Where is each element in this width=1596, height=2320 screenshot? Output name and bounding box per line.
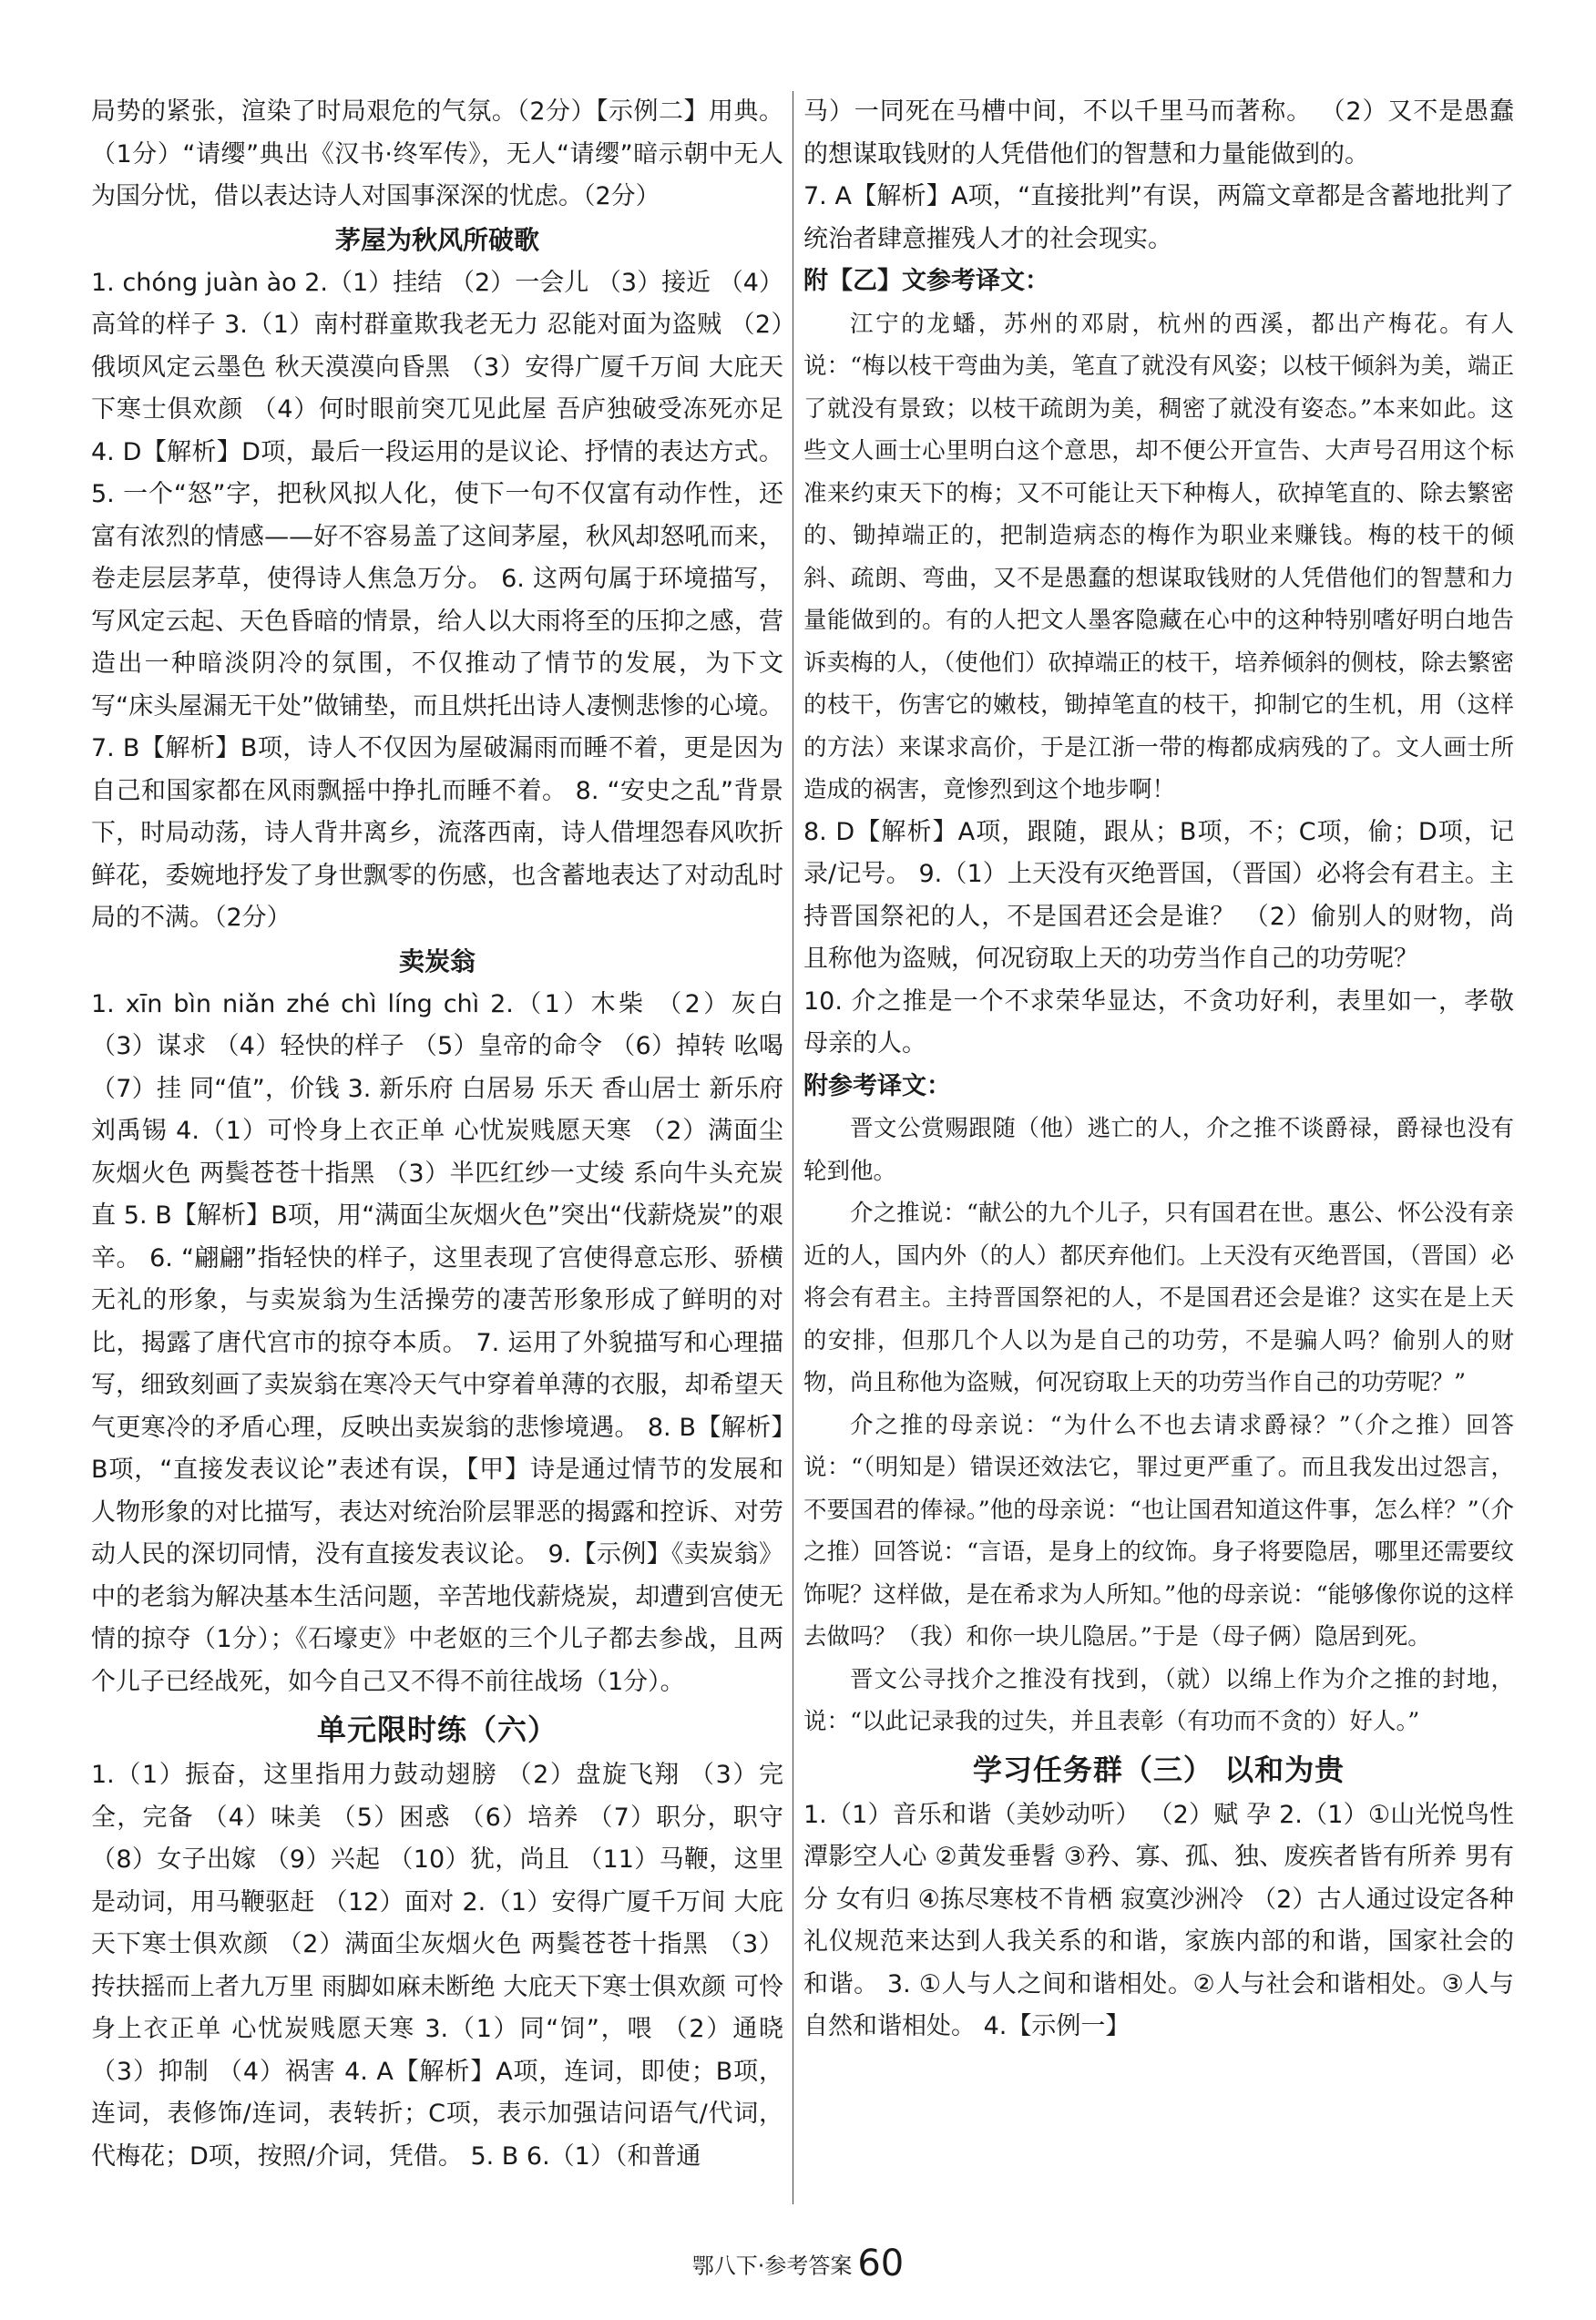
paragraph: 8. D【解析】A项，跟随，跟从；B项，不；C项，偷；D项，记录/记号。 9.（1）上天没有灭绝晋国，（晋国）必将会有君主。主持晋国祭祀的人，不是国君还会是谁？ （2）偷别人的财物，尚且称他为盗贼，何况窃取上天的功劳当作自己的功劳呢？ (803, 817, 1514, 973)
translation-paragraph: 江宁的龙蟠，苏州的邓尉，杭州的西溪，都出产梅花。有人说：“梅以枝干弯曲为美，笔直了就没有风姿；以枝干倾斜为美，端正了就没有景致；以枝干疏朗为美，稠密了就没有姿态。”本来如此。这些文人画士心里明白这个意思，却不便公开宣告、大声号召用这个标准来约束天下的梅；又不可能让天下种梅人，砍掉笔直的、除去繁密的、锄掉端正的，把制造病态的梅作为职业来赚钱。梅的枝干的倾斜、疏朗、弯曲，又不是愚蠢的想谋取钱财的人凭借他们的智慧和力量能做到的。有的人把文人墨客隐藏在心中的这种特别嗜好明白地告诉卖梅的人，（使他们）砍掉端正的枝干，培养倾斜的侧枝，除去繁密的枝干，伤害它的嫩枝，锄掉笔直的枝干，抑制它的生机，用（这样的方法）来谋求高价，于是江浙一带的梅都成病残的了。文人画士所造成的祸害，竟惨烈到这个地步啊！ (803, 310, 1514, 803)
unit-heading: 单元限时练（六） (316, 1712, 558, 1747)
section-heading: 卖炭翁 (398, 945, 476, 976)
left-column (91, 91, 783, 2178)
paragraph: 1. xīn bìn niǎn zhé chì líng chì 2.（1）木柴 （2）灰白 （3）谋求 （4）轻快的样子 （5）皇帝的命令 （6）掉转 吆喝 （7）挂 同“值”，价钱 3. 新乐府 白居易 乐天 香山居士 新乐府 刘禹锡 4.（1）可怜身上衣正单 心忧炭贱愿天寒 （2）满面尘灰烟火色 两鬓苍苍十指黑 （3）半匹红纱一丈绫 系向牛头充炭直 5. B【解析】B项，用“满面尘灰烟火色”突出“伐薪烧炭”的艰辛。 6. “翩翩”指轻快的样子，这里表现了宫使得意忘形、骄横无礼的形象，与卖炭翁为生活操劳的凄苦形象形成了鲜明的对比，揭露了唐代宫市的掠夺本质。 7. 运用了外貌描写和心理描写，细致刻画了卖炭翁在寒冷天气中穿着单薄的衣服，却希望天气更寒冷的矛盾心理，反映出卖炭翁的悲惨境遇。 8. B【解析】B项，“直接发表议论”表述有误，【甲】诗是通过情节的发展和人物形象的对比描写，表达对统治阶层罪恶的揭露和控诉、对劳动人民的深切同情，没有直接发表议论。 9.【示例】《卖炭翁》中的老翁为解决基本生活问题，辛苦地伐薪烧炭，却遭到宫使无情的掠夺（1分）；《石壕吏》中老妪的三个儿子都去参战，且两个儿子已经战死，如今自己又不得不前往战场（1分）。 (91, 989, 783, 1696)
translation-paragraph: 晋文公赏赐跟随（他）逃亡的人，介之推不谈爵禄，爵禄也没有轮到他。 (803, 1115, 1514, 1185)
translation-paragraph: 介之推说：“献公的九个儿子，只有国君在世。惠公、怀公没有亲近的人，国内外（的人）都厌弃他们。上天没有灭绝晋国，（晋国）必将会有君主。主持晋国祭祀的人，不是国君还会是谁？这实在是上天的安排，但那几个人以为是自己的功劳，不是骗人吗？偷别人的财物，尚且称他为盗贼，何况窃取上天的功劳当作自己的功劳呢？” (803, 1200, 1514, 1396)
page-number: 60 (857, 2243, 905, 2284)
section-heading: 茅屋为秋风所破歌 (334, 224, 539, 255)
translation-label: 附【乙】文参考译文： (803, 267, 1049, 295)
right-column (803, 91, 1514, 2049)
paragraph: 马）一同死在马槽中间，不以千里马而著称。 （2）又不是愚蠢的想谋取钱财的人凭借他们的智慧和力量能做到的。 (803, 97, 1514, 169)
translation-paragraph: 晋文公寻找介之推没有找到，（就）以绵上作为介之推的封地，说：“以此记录我的过失，并且表彰（有功而不贪的）好人。” (803, 1665, 1514, 1735)
task-group-heading: 学习任务群（三） 以和为贵 (972, 1752, 1345, 1787)
page-footer (0, 2243, 1596, 2284)
translation-label: 附参考译文： (803, 1071, 951, 1100)
footer-label: 鄂八下·参考答案 (691, 2253, 853, 2279)
paragraph: 1.（1）音乐和谐（美妙动听） （2）赋 孕 2.（1）①山光悦鸟性 潭影空人心 ②黄发垂髫 ③矜、寡、孤、独、废疾者皆有所养 男有分 女有归 ④拣尽寒枝不肯栖 寂寞沙洲冷 （2）古人通过设定各种礼仪规范来达到人我关系的和谐，家族内部的和谐，国家社会的和谐。 3. ①人与人之间和谐相处。②人与社会和谐相处。③人与自然和谐相处。 4.【示例一】 (803, 1800, 1514, 2040)
paragraph: 7. A【解析】A项，“直接批判”有误，两篇文章都是含蓄地批判了统治者肆意摧残人才的社会现实。 (803, 182, 1514, 253)
paragraph: 1. chóng juàn ào 2.（1）挂结 （2）一会儿 （3）接近 （4）高耸的样子 3.（1）南村群童欺我老无力 忍能对面为盗贼 （2）俄顷风定云墨色 秋天漠漠向昏黑 （3）安得广厦千万间 大庇天下寒士俱欢颜 （4）何时眼前突兀见此屋 吾庐独破受冻死亦足 4. D【解析】D项，最后一段运用的是议论、抒情的表达方式。 5. 一个“怒”字，把秋风拟人化，使下一句不仅富有动作性，还富有浓烈的情感——好不容易盖了这间茅屋，秋风却怒吼而来，卷走层层茅草，使得诗人焦急万分。 6. 这两句属于环境描写，写风定云起、天色昏暗的情景，给人以大雨将至的压抑之感，营造出一种暗淡阴冷的氛围，不仅推动了情节的发展，为下文写“床头屋漏无干处”做铺垫，而且烘托出诗人凄恻悲惨的心境。 7. B【解析】B项，诗人不仅因为屋破漏雨而睡不着，更是因为自己和国家都在风雨飘摇中挣扎而睡不着。 8. “安史之乱”背景下，时局动荡，诗人背井离乡，流落西南，诗人借埋怨春风吹折鲜花，委婉地抒发了身世飘零的伤感，也含蓄地表达了对动乱时局的不满。（2分） (91, 268, 783, 932)
paragraph: 10. 介之推是一个不求荣华显达，不贪功好利，表里如一，孝敬母亲的人。 (803, 986, 1514, 1058)
paragraph: 局势的紧张，渲染了时局艰危的气氛。（2分）【示例二】用典。（1分）“请缨”典出《汉书·终军传》，无人“请缨”暗示朝中无人为国分忧，借以表达诗人对国事深深的忧虑。（2分） (91, 97, 783, 210)
paragraph: 1.（1）振奋，这里指用力鼓动翅膀 （2）盘旋飞翔 （3）完全，完备 （4）味美 （5）困惑 （6）培养 （7）职分，职守 （8）女子出嫁 （9）兴起 （10）犹，尚且 （11）马鞭，这里是动词，用马鞭驱赶 （12）面对 2.（1）安得广厦千万间 大庇天下寒士俱欢颜 （2）满面尘灰烟火色 两鬓苍苍十指黑 （3）抟扶摇而上者九万里 雨脚如麻未断绝 大庇天下寒士俱欢颜 可怜身上衣正单 心忧炭贱愿天寒 3.（1）同“饲”，喂 （2）通晓 （3）抑制 （4）祸害 4. A【解析】A项，连词，即使；B项，连词，表修饰/连词，表转折；C项，表示加强诘问语气/代词，代梅花；D项，按照/介词，凭借。 5. B 6.（1）（和普通 (91, 1761, 783, 2171)
translation-paragraph: 介之推的母亲说：“为什么不也去请求爵禄？”（介之推）回答说：“（明知是）错误还效法它，罪过更严重了。而且我发出过怨言，不要国君的俸禄。”他的母亲说：“也让国君知道这件事，怎么样？”（介之推）回答说：“言语，是身上的纹饰。身子将要隐居，哪里还需要纹饰呢？这样做，是在希求为人所知。”他的母亲说：“能够像你说的这样去做吗？（我）和你一块儿隐居。”于是（母子俩）隐居到死。 (803, 1411, 1514, 1651)
